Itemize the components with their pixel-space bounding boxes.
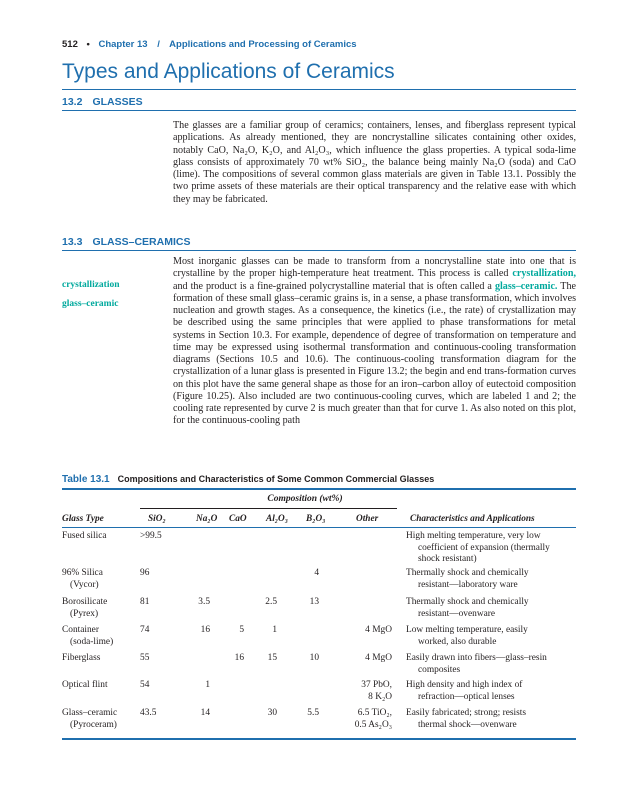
glasses-paragraph: The glasses are a familiar group of ceramics; containers, lenses, and fiberglass represent typical applications. As already mentioned, they are noncrystalline silicates containing other oxides, notably CaO, Na₂O, K₂O, and Al₂O₃, which influence the glass properties. A typical soda-lime glass consists of approximately 70 wt% SiO₂, the balance being mainly Na₂O (soda) and CaO (lime). The compositions of several common glass materials are given in Table 13.1. Possibly the two prime assets of these materials are their optical transparency and the relative ease with which they may be fabricated. (173, 120, 576, 205)
running-head (62, 39, 357, 50)
glass-type-line: (Pyrex) (70, 608, 99, 619)
other-line: 8 K₂O (368, 691, 392, 702)
title-rule (62, 89, 576, 90)
cell-glass-type (62, 597, 107, 620)
glass-type-line: Glass–ceramic (62, 708, 118, 718)
section-rule (62, 110, 576, 111)
cell-characteristics (406, 708, 582, 731)
bullet: • (86, 39, 90, 50)
composition-rule (140, 508, 397, 509)
table-top-rule (62, 488, 576, 490)
section-heading-glass-ceramics (62, 236, 190, 248)
cell-sio2: 55 (140, 653, 150, 663)
glass-type-line: Fiberglass (62, 653, 101, 663)
other-line: 37 PbO, (361, 680, 392, 690)
column-header-na2o: Na₂O (196, 514, 218, 524)
column-header-b2o3: B₂O₃ (306, 514, 326, 524)
glass-type-line: 96% Silica (62, 568, 103, 578)
cell-b2o3: 5.5 (307, 708, 319, 718)
cell-b2o3: 13 (309, 597, 319, 607)
table-caption-text: Compositions and Characteristics of Some Common Commercial Glasses (117, 474, 435, 484)
cell-other (320, 625, 392, 637)
cell-characteristics (406, 597, 582, 620)
cell-glass-type (62, 680, 108, 692)
section-title: GLASSES (92, 96, 143, 108)
table-caption (62, 474, 434, 485)
cell-na2o: 16 (200, 625, 210, 635)
cell-characteristics (406, 568, 582, 591)
chapter-title: Applications and Processing of Ceramics (169, 39, 357, 50)
section-rule (62, 250, 576, 251)
cell-al2o3: 2.5 (265, 597, 277, 607)
characteristics-line: refraction—optical lenses (418, 691, 515, 702)
cell-b2o3: 10 (309, 653, 319, 663)
chapter-label: Chapter 13 (98, 39, 148, 50)
column-header-al2o3: Al₂O₃ (266, 514, 288, 524)
table-label: Table 13.1 (62, 474, 110, 485)
cell-b2o3: 4 (314, 568, 319, 578)
column-header-sio2: SiO₂ (148, 514, 166, 524)
characteristics-line: worked, also durable (418, 636, 497, 647)
characteristics-line: Thermally shock and chemically (406, 597, 529, 607)
cell-sio2: 43.5 (140, 708, 157, 718)
key-term-glass-ceramic: glass–ceramic. (494, 280, 558, 292)
cell-glass-type (62, 531, 107, 543)
characteristics-line: Low melting temperature, easily (406, 625, 528, 635)
cell-glass-type (62, 625, 113, 648)
characteristics-line: thermal shock—ovenware (418, 719, 517, 730)
cell-na2o: 1 (205, 680, 210, 690)
cell-al2o3: 30 (267, 708, 277, 718)
margin-term-glass-ceramic: glass–ceramic (62, 299, 119, 309)
glass-type-line: Optical flint (62, 680, 108, 690)
cell-characteristics (406, 653, 582, 676)
section-heading-glasses (62, 96, 143, 108)
glass-type-line: Borosilicate (62, 597, 108, 607)
characteristics-line: High density and high index of (406, 680, 523, 690)
column-header-cao: CaO (229, 514, 247, 524)
column-header-characteristics: Characteristics and Applications (410, 514, 535, 524)
cell-sio2: >99.5 (140, 531, 162, 541)
cell-sio2: 96 (140, 568, 150, 578)
table-header-rule (62, 527, 576, 528)
separator: / (157, 39, 160, 50)
glass-type-line: (soda-lime) (70, 636, 114, 647)
cell-al2o3: 1 (272, 625, 277, 635)
paragraph-text: The formation of these small glass–ceramic grains is, in a sense, a phase transformation, which involves nucleation and growth stages. As a consequence, the kinetics (i.e., the rate) of crystallization may be described using the same principles that were applied to phase transformations for metal systems in Section 10.3. For example, dependence of degree of transformation on temperature and time may be expressed using isothermal transformation and continuous-cooling transformation diagrams (Sections 10.5 and 10.6). The continuous-cooling transformation diagram for the crystallization of a lunar glass is presented in Figure 13.2; the begin and end trans-formation curves on this plot have the same general shape as those for an iron–carbon alloy of eutectoid composition (Figure 10.25). Also included are two continuous-cooling curves, which are labeled 1 and 2; the cooling rate represented by curve 2 is much greater than that for curve 1. As also noted on this plot, for the continuous-cooling path (173, 280, 576, 427)
page-number: 512 (62, 39, 78, 50)
characteristics-line: Easily fabricated; strong; resists (406, 708, 527, 718)
characteristics-line: coefficient of expansion (thermally (418, 542, 550, 553)
cell-characteristics (406, 680, 582, 703)
cell-characteristics (406, 625, 582, 648)
key-term-crystallization: crystallization, (512, 268, 576, 280)
glass-type-line: (Vycor) (70, 579, 99, 590)
other-line: 6.5 TiO₂, (357, 708, 392, 718)
cell-sio2: 54 (140, 680, 150, 690)
characteristics-line: resistant—laboratory ware (418, 579, 518, 590)
column-header-glass-type: Glass Type (62, 514, 104, 524)
cell-glass-type (62, 653, 100, 665)
other-line: 4 MgO (365, 653, 392, 663)
table-bottom-rule (62, 738, 576, 740)
cell-other (320, 708, 392, 731)
characteristics-line: shock resistant) (418, 554, 477, 564)
cell-cao: 5 (239, 625, 244, 635)
section-title: GLASS–CERAMICS (92, 236, 191, 248)
cell-na2o: 3.5 (198, 597, 210, 607)
paragraph-text: Most inorganic glasses can be made to transform from a noncrystalline state into one that is crystalline by the proper high-temperature heat treatment. This process is called (173, 256, 576, 280)
cell-na2o: 14 (200, 708, 210, 718)
section-number: 13.3 (62, 236, 83, 248)
glass-type-line: Fused silica (62, 531, 107, 541)
cell-characteristics (406, 531, 582, 566)
cell-sio2: 81 (140, 597, 150, 607)
column-header-other: Other (356, 514, 379, 524)
margin-term-crystallization: crystallization (62, 280, 120, 290)
glass-type-line: (Pyroceram) (70, 719, 117, 730)
composition-header: Composition (wt%) (267, 494, 343, 504)
characteristics-line: composites (418, 664, 461, 675)
cell-al2o3: 15 (267, 653, 277, 663)
glass-ceramics-paragraph (173, 256, 576, 428)
other-line: 0.5 As₂O₃ (354, 719, 392, 730)
cell-glass-type (62, 568, 103, 591)
cell-glass-type (62, 708, 117, 731)
characteristics-line: resistant—ovenware (418, 608, 496, 619)
glass-type-line: Container (62, 625, 99, 635)
cell-other (320, 680, 392, 703)
cell-other (320, 653, 392, 665)
paragraph-text: and the product is a fine-grained polycrystalline material that is often called a (173, 280, 495, 292)
characteristics-line: Thermally shock and chemically (406, 568, 529, 578)
cell-sio2: 74 (140, 625, 150, 635)
other-line: 4 MgO (365, 625, 392, 635)
cell-cao: 16 (234, 653, 244, 663)
section-number: 13.2 (62, 96, 83, 108)
characteristics-line: High melting temperature, very low (406, 531, 541, 541)
page-title: Types and Applications of Ceramics (62, 60, 395, 83)
characteristics-line: Easily drawn into fibers—glass–resin (406, 653, 547, 663)
